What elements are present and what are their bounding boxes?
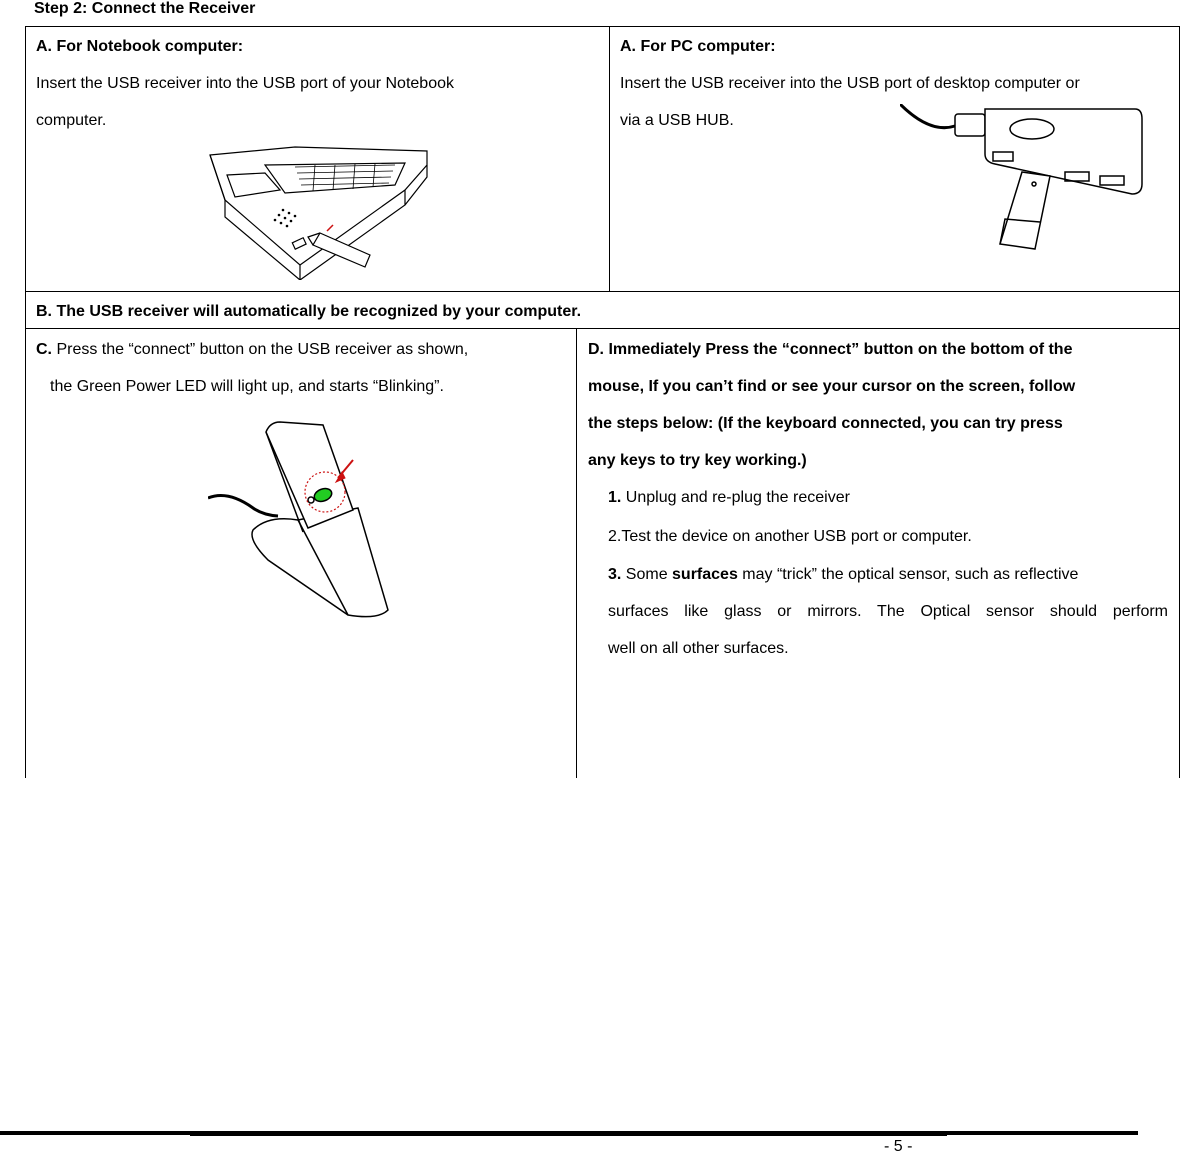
immediate-press-line1: D. Immediately Press the “connect” button on the bottom of the — [588, 341, 1073, 358]
usb-hub-illustration — [900, 104, 1145, 252]
table-left-border — [25, 26, 26, 778]
row1-bottom-border — [25, 291, 1180, 292]
section-heading: Step 2: Connect the Receiver — [34, 0, 256, 17]
step1-text: Unplug and re-plug the receiver — [621, 489, 850, 506]
pc-title: A. For PC computer: — [620, 38, 776, 55]
notebook-usb-illustration — [205, 145, 430, 280]
connect-step-line2: the Green Power LED will light up, and starts “Blinking”. — [50, 378, 444, 395]
notebook-title: A. For Notebook computer: — [36, 38, 244, 55]
connect-step-text: Press the “connect” button on the USB receiver as shown, — [52, 341, 469, 358]
connect-step-line1 — [36, 331, 468, 368]
immediate-press-line3: the steps below: (If the keyboard connected, you can try press — [588, 415, 1063, 432]
troubleshoot-step3-line3: well on all other surfaces. — [608, 640, 789, 657]
receiver-connect-illustration — [208, 420, 398, 620]
recognition-note: B. The USB receiver will automatically be recognized by your computer. — [36, 303, 582, 320]
troubleshoot-step3-line2: surfaces like glass or mirrors. The Optical sensor should perform — [608, 603, 1168, 620]
row3-divider — [576, 328, 577, 778]
immediate-press-line2: mouse, If you can’t find or see your cursor on the screen, follow — [588, 378, 1076, 395]
page-number: - 5 - — [884, 1138, 913, 1155]
troubleshoot-step3 — [608, 556, 1168, 593]
footer-rule-thin — [190, 1135, 947, 1136]
step3-bold-word: surfaces — [672, 566, 738, 583]
table-top-border — [25, 26, 1180, 27]
connect-step-label: C. — [36, 341, 52, 358]
troubleshoot-step2: 2.Test the device on another USB port or computer. — [608, 528, 972, 545]
step3-pre: Some — [621, 566, 673, 583]
immediate-press-line4: any keys to try key working.) — [588, 452, 807, 469]
step3-number: 3. — [608, 566, 622, 583]
notebook-text-line2: computer. — [36, 112, 107, 129]
step3-text: may “trick” the optical sensor, such as reflective — [737, 566, 1079, 583]
notebook-text-line1: Insert the USB receiver into the USB port of your Notebook — [36, 75, 454, 92]
step1-number: 1. — [608, 489, 622, 506]
troubleshoot-step1 — [608, 479, 850, 516]
pc-text-line2: via a USB HUB. — [620, 112, 734, 129]
row1-divider — [609, 26, 610, 291]
pc-text-line1: Insert the USB receiver into the USB port of desktop computer or — [620, 75, 1080, 92]
